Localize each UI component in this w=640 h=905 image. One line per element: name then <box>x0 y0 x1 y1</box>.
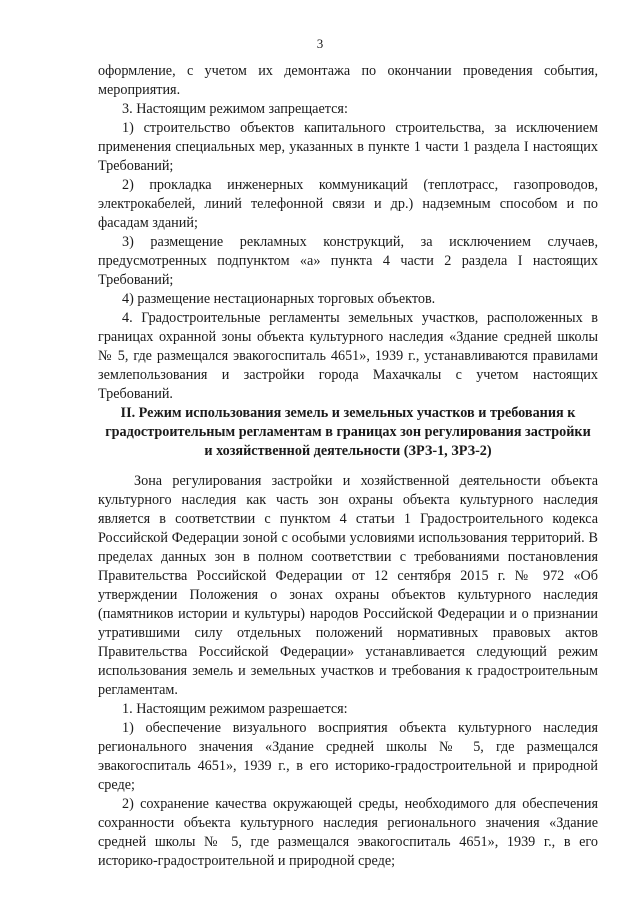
paragraph: 1. Настоящим режимом разрешается: <box>122 701 348 717</box>
section2-body <box>98 472 598 871</box>
list-item: 2) сохранение качества окружающей среды, необходимого для обеспечения сохранности объекта культурного наследия регионального значения «Здание средней школы № 5, где размещался эвакогоспиталь 4651», 1939 г., в его историко-градостроительной и природной среде; <box>98 796 598 869</box>
list-item: 3) размещение рекламных конструкций, за исключением случаев, предусмотренных подпунктом «а» пункта 4 части 2 раздела I настоящих Требований; <box>98 234 598 288</box>
paragraph: 3. Настоящим режимом запрещается: <box>122 101 348 117</box>
list-item: 4) размещение нестационарных торговых объектов. <box>122 291 436 307</box>
section1-body <box>98 62 598 404</box>
paragraph: Зона регулирования застройки и хозяйственной деятельности объекта культурного наследия как часть зон охраны объекта культурного наследия является в соответствии с пунктом 4 статьи 1 Градостроительного кодекса Российской Федерации зоной с особыми условиями использования территорий. В пределах данных зон в полном соответствии с требованиями постановления Правительства Российской Федерации от 12 сентября 2015 г. № 972 «Об утверждении Положения о зонах охраны объектов культурного наследия (памятников истории и культуры) народов Российской Федерации и о признании утратившими силу отдельных положений нормативных правовых актов Правительства Российской Федерации» устанавливается следующий режим использования земель и земельных участков и требования к градостроительным регламентам. <box>98 473 598 698</box>
paragraph: оформление, с учетом их демонтажа по окончании проведения события, мероприятия. <box>98 63 598 98</box>
paragraph: 4. Градостроительные регламенты земельных участков, расположенных в границах охранной зоны объекта культурного наследия «Здание средней школы № 5, где размещался эвакогоспиталь 4651», 1939 г., устанавливаются правилами землепользования и застройки города Махачкалы с учетом настоящих Требований. <box>98 310 598 402</box>
list-item: 1) обеспечение визуального восприятия объекта культурного наследия регионального значения «Здание средней школы № 5, где размещался эвакогоспиталь 4651», 1939 г., в его историко-градостроительной и природной среде; <box>98 720 598 793</box>
page-number: 3 <box>316 36 324 51</box>
list-item: 2) прокладка инженерных коммуникаций (теплотрасс, газопроводов, электрокабелей, линий телефонной связи и др.) надземным способом и по фасадам зданий; <box>98 177 598 231</box>
list-item: 1) строительство объектов капитального строительства, за исключением применения специальных мер, указанных в пункте 1 части 1 раздела I настоящих Требований; <box>98 120 598 174</box>
section-heading: II. Режим использования земель и земельных участков и требования к градостроительным регламентам в границах зон регулирования застройки и хозяйственной деятельности (ЗРЗ-1, ЗРЗ-2) <box>105 405 591 459</box>
